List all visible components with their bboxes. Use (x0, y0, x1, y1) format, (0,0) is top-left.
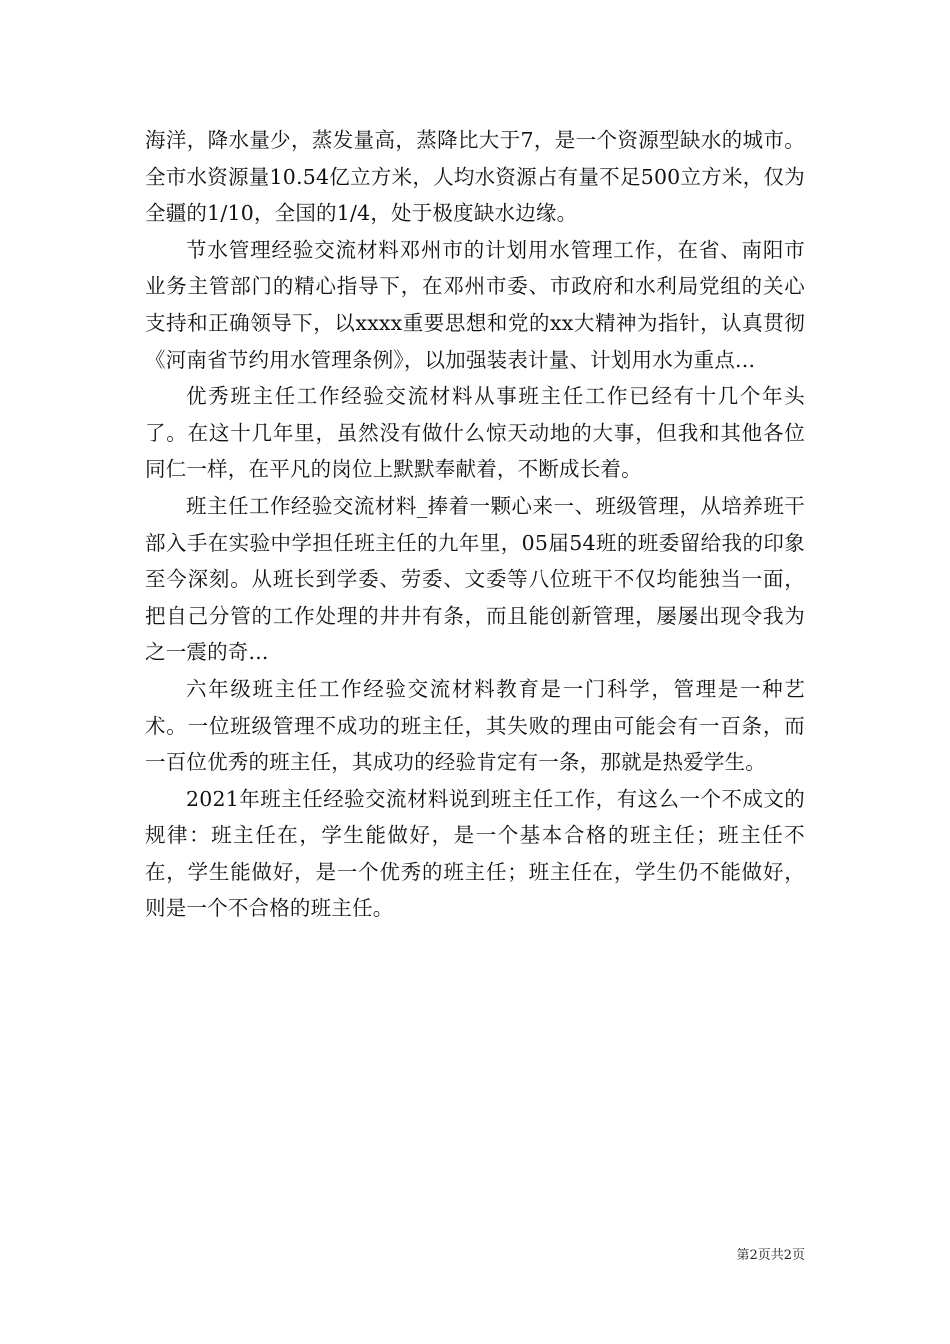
paragraph-6: 2021年班主任经验交流材料说到班主任工作，有这么一个不成文的规律：班主任在，学生能做好，是一个基本合格的班主任；班主任不在，学生能做好，是一个优秀的班主任；班主任在，学生仍不能做好，则是一个不合格的班主任。 (145, 786, 805, 921)
document-body (145, 122, 805, 927)
paragraph-3: 优秀班主任工作经验交流材料从事班主任工作已经有十几个年头了。在这十几年里，虽然没有做什么惊天动地的大事，但我和其他各位同仁一样，在平凡的岗位上默默奉献着，不断成长着。 (145, 384, 805, 482)
paragraph-1: 海洋，降水量少，蒸发量高，蒸降比大于7，是一个资源型缺水的城市。全市水资源量10.54亿立方米，人均水资源占有量不足500立方米，仅为全疆的1/10，全国的1/4，处于极度缺水边缘。 (145, 128, 805, 226)
paragraph-2: 节水管理经验交流材料邓州市的计划用水管理工作，在省、南阳市业务主管部门的精心指导下，在邓州市委、市政府和水利局党组的关心支持和正确领导下，以xxxx重要思想和党的xx大精神为指针，认真贯彻《河南省节约用水管理条例》，以加强装表计量、计划用水为重点... (145, 237, 805, 372)
page-number-footer: 第2页共2页 (736, 1248, 805, 1263)
paragraph-4: 班主任工作经验交流材料_捧着一颗心来一、班级管理，从培养班干部入手在实验中学担任班主任的九年里，05届54班的班委留给我的印象至今深刻。从班长到学委、劳委、文委等八位班干不仅均能独当一面，把自己分管的工作处理的井井有条，而且能创新管理，屡屡出现令我为之一震的奇... (145, 493, 805, 665)
paragraph-5: 六年级班主任工作经验交流材料教育是一门科学，管理是一种艺术。一位班级管理不成功的班主任，其失败的理由可能会有一百条，而一百位优秀的班主任，其成功的经验肯定有一条，那就是热爱学生。 (145, 676, 805, 775)
